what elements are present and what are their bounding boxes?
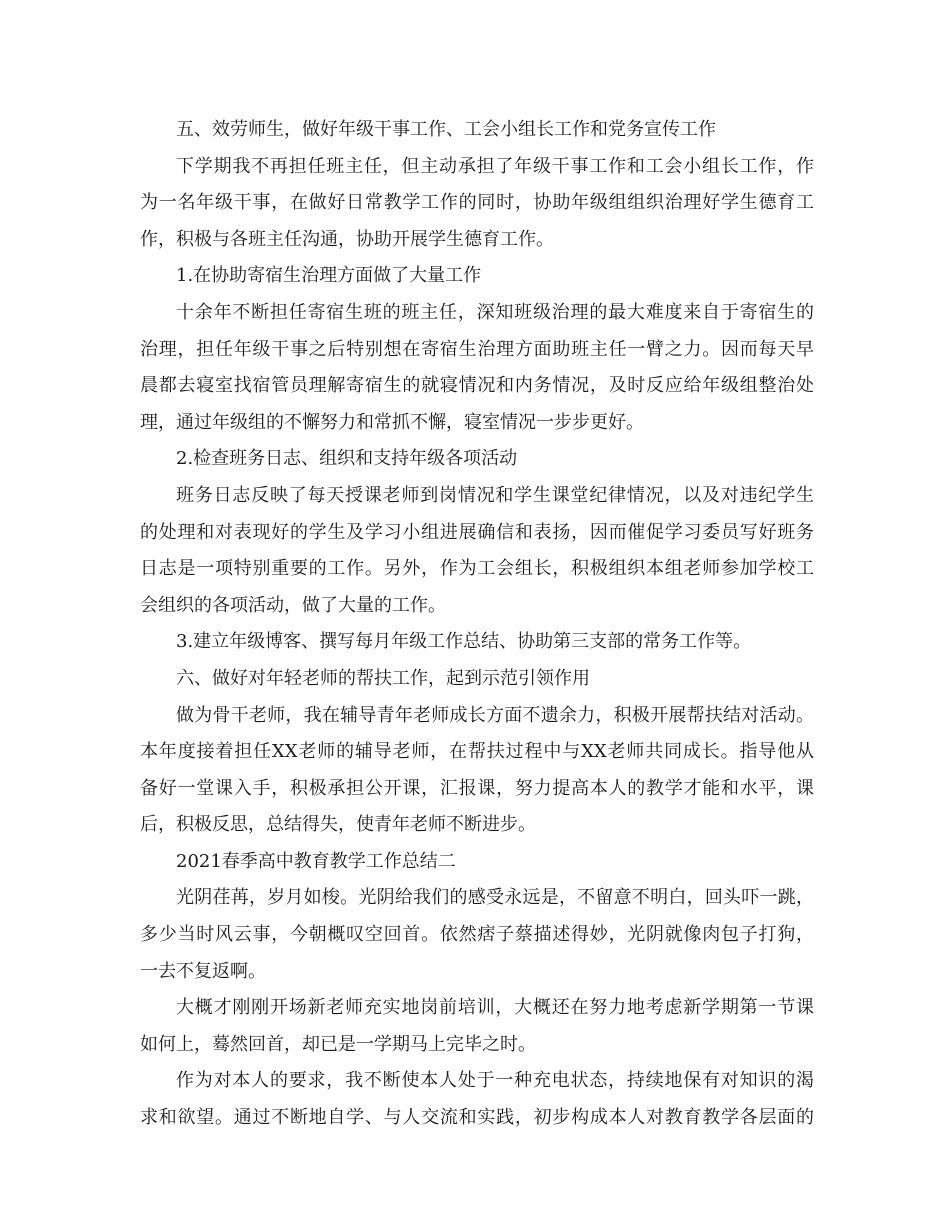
section-heading-5: 五、效劳师生，做好年级干事工作、工会小组长工作和党务宣传工作 [176, 119, 716, 140]
paragraph-line: 作为对本人的要求，我不断使本人处于一种充电状态，持续地保有对知识的渴 [176, 1070, 814, 1092]
paragraph-line: 理，通过年级组的不懈努力和常抓不懈，寝室情况一步步更好。 [140, 411, 644, 433]
section-heading-6: 六、做好对年轻老师的帮扶工作，起到示范引领作用 [176, 667, 590, 689]
paragraph-line: 作，积极与各班主任沟通，协助开展学生德育工作。 [140, 228, 554, 250]
paragraph-line: 本年度接着担任XX老师的辅导老师，在帮扶过程中与XX老师共同成长。指导他从 [140, 741, 814, 763]
paragraph-line: 为一名年级干事，在做好日常教学工作的同时，协助年级组组织治理好学生德育工 [140, 192, 814, 214]
subheading-3: 3.建立年级博客、撰写每月年级工作总结、协助第三支部的常务工作等。 [176, 631, 752, 653]
document-title-2: 2021春季高中教育教学工作总结二 [176, 850, 456, 872]
paragraph-line: 大概才刚刚开场新老师充实地岗前培训，大概还在努力地考虑新学期第一节课 [176, 997, 814, 1019]
paragraph-line: 的处理和对表现好的学生及学习小组进展确信和表扬，因而催促学习委员写好班务 [140, 521, 814, 543]
paragraph-line: 会组织的各项活动，做了大量的工作。 [140, 594, 446, 616]
paragraph-line: 下学期我不再担任班主任，但主动承担了年级干事工作和工会小组长工作，作 [176, 155, 814, 177]
subheading-2: 2.检查班务日志、组织和支持年级各项活动 [176, 448, 518, 470]
paragraph-line: 班务日志反映了每天授课老师到岗情况和学生课堂纪律情况，以及对违纪学生 [176, 484, 814, 506]
paragraph-line: 后，积极反思，总结得失，使青年老师不断进步。 [140, 814, 536, 836]
paragraph-line: 备好一堂课入手，积极承担公开课，汇报课，努力提高本人的教学才能和水平，课 [140, 777, 814, 799]
paragraph-line: 多少当时风云事，今朝概叹空回首。依然痞子蔡描述得妙，光阴就像肉包子打狗， [140, 924, 814, 946]
paragraph-line: 如何上，蓦然回首，却已是一学期马上完毕之时。 [140, 1033, 536, 1055]
paragraph-line: 治理，担任年级干事之后特别想在寄宿生治理方面助班主任一臂之力。因而每天早 [140, 338, 814, 360]
paragraph-line: 一去不复返啊。 [140, 960, 266, 982]
paragraph-line: 十余年不断担任寄宿生班的班主任，深知班级治理的最大难度来自于寄宿生的 [176, 301, 814, 323]
paragraph-line: 光阴荏苒，岁月如梭。光阴给我们的感受永远是，不留意不明白，回头吓一跳， [176, 887, 814, 909]
paragraph-line: 做为骨干老师，我在辅导青年老师成长方面不遗余力，积极开展帮扶结对活动。 [176, 704, 814, 726]
document-body [140, 112, 814, 1137]
paragraph-line: 晨都去寝室找宿管员理解寄宿生的就寝情况和内务情况，及时反应给年级组整治处 [140, 375, 814, 397]
subheading-1: 1.在协助寄宿生治理方面做了大量工作 [176, 265, 482, 287]
paragraph-line: 日志是一项特别重要的工作。另外，作为工会组长，积极组织本组老师参加学校工 [140, 558, 814, 580]
paragraph-line: 求和欲望。通过不断地自学、与人交流和实践，初步构成本人对教育教学各层面的 [140, 1107, 814, 1129]
